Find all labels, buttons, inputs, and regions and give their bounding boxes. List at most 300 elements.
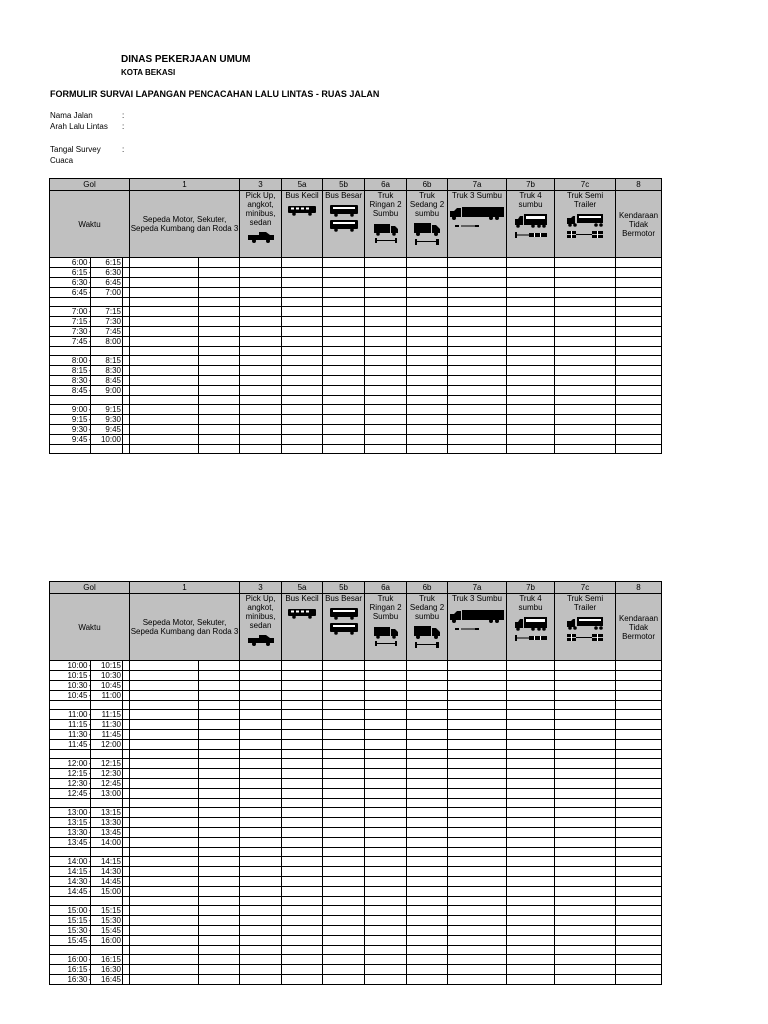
count-cell[interactable] [448,897,507,906]
count-cell[interactable] [448,435,507,445]
count-cell[interactable] [365,298,407,307]
count-cell[interactable] [407,258,448,268]
count-cell[interactable] [282,317,323,327]
count-cell[interactable] [407,975,448,985]
count-cell[interactable] [240,857,282,867]
count-cell[interactable] [199,278,240,288]
count-cell[interactable] [507,671,555,681]
count-cell[interactable] [407,415,448,425]
count-cell[interactable] [240,258,282,268]
count-cell[interactable] [448,415,507,425]
count-cell[interactable] [130,955,199,965]
count-cell[interactable] [448,730,507,740]
count-cell[interactable] [282,906,323,916]
count-cell[interactable] [507,415,555,425]
count-cell[interactable] [616,691,662,701]
count-cell[interactable] [365,857,407,867]
count-cell[interactable] [130,671,199,681]
count-cell[interactable] [282,857,323,867]
count-cell[interactable] [199,445,240,454]
count-cell[interactable] [555,789,616,799]
count-cell[interactable] [555,671,616,681]
count-cell[interactable] [323,946,365,955]
count-cell[interactable] [365,307,407,317]
count-cell[interactable] [323,425,365,435]
count-cell[interactable] [282,818,323,828]
count-cell[interactable] [507,327,555,337]
count-cell[interactable] [616,278,662,288]
count-cell[interactable] [240,769,282,779]
count-cell[interactable] [448,288,507,298]
count-cell[interactable] [323,701,365,710]
count-cell[interactable] [130,307,199,317]
count-cell[interactable] [282,258,323,268]
count-cell[interactable] [407,808,448,818]
count-cell[interactable] [130,681,199,691]
count-cell[interactable] [365,317,407,327]
count-cell[interactable] [448,691,507,701]
count-cell[interactable] [323,307,365,317]
count-cell[interactable] [282,661,323,671]
count-cell[interactable] [199,317,240,327]
count-cell[interactable] [448,327,507,337]
count-cell[interactable] [130,740,199,750]
count-cell[interactable] [240,268,282,278]
count-cell[interactable] [507,955,555,965]
count-cell[interactable] [199,759,240,769]
count-cell[interactable] [616,936,662,946]
count-cell[interactable] [448,828,507,838]
count-cell[interactable] [507,906,555,916]
count-cell[interactable] [616,356,662,366]
count-cell[interactable] [555,435,616,445]
count-cell[interactable] [555,710,616,720]
count-cell[interactable] [555,857,616,867]
count-cell[interactable] [365,415,407,425]
count-cell[interactable] [282,376,323,386]
count-cell[interactable] [240,347,282,356]
count-cell[interactable] [616,838,662,848]
count-cell[interactable] [555,366,616,376]
count-cell[interactable] [240,720,282,730]
count-cell[interactable] [323,327,365,337]
count-cell[interactable] [555,298,616,307]
count-cell[interactable] [199,661,240,671]
count-cell[interactable] [199,857,240,867]
count-cell[interactable] [199,936,240,946]
count-cell[interactable] [282,681,323,691]
count-cell[interactable] [282,288,323,298]
count-cell[interactable] [365,740,407,750]
count-cell[interactable] [323,848,365,857]
count-cell[interactable] [323,838,365,848]
count-cell[interactable] [407,838,448,848]
count-cell[interactable] [555,327,616,337]
count-cell[interactable] [555,681,616,691]
count-cell[interactable] [448,750,507,759]
count-cell[interactable] [507,258,555,268]
count-cell[interactable] [282,759,323,769]
count-cell[interactable] [616,965,662,975]
count-cell[interactable] [199,769,240,779]
count-cell[interactable] [507,691,555,701]
count-cell[interactable] [282,435,323,445]
count-cell[interactable] [282,838,323,848]
count-cell[interactable] [323,681,365,691]
count-cell[interactable] [365,808,407,818]
count-cell[interactable] [130,720,199,730]
count-cell[interactable] [323,278,365,288]
count-cell[interactable] [448,926,507,936]
count-cell[interactable] [323,268,365,278]
count-cell[interactable] [555,288,616,298]
count-cell[interactable] [323,975,365,985]
count-cell[interactable] [130,906,199,916]
count-cell[interactable] [507,740,555,750]
count-cell[interactable] [507,376,555,386]
count-cell[interactable] [448,720,507,730]
count-cell[interactable] [323,897,365,906]
count-cell[interactable] [199,877,240,887]
count-cell[interactable] [323,366,365,376]
count-cell[interactable] [323,750,365,759]
count-cell[interactable] [199,965,240,975]
count-cell[interactable] [282,415,323,425]
count-cell[interactable] [199,750,240,759]
count-cell[interactable] [507,701,555,710]
count-cell[interactable] [282,671,323,681]
count-cell[interactable] [240,307,282,317]
count-cell[interactable] [199,307,240,317]
count-cell[interactable] [199,337,240,347]
count-cell[interactable] [407,779,448,789]
count-cell[interactable] [282,965,323,975]
count-cell[interactable] [555,946,616,955]
count-cell[interactable] [323,906,365,916]
count-cell[interactable] [507,848,555,857]
count-cell[interactable] [240,936,282,946]
count-cell[interactable] [507,317,555,327]
count-cell[interactable] [448,445,507,454]
count-cell[interactable] [323,955,365,965]
count-cell[interactable] [448,838,507,848]
count-cell[interactable] [407,445,448,454]
count-cell[interactable] [448,258,507,268]
count-cell[interactable] [555,425,616,435]
count-cell[interactable] [282,808,323,818]
count-cell[interactable] [240,671,282,681]
count-cell[interactable] [555,317,616,327]
count-cell[interactable] [365,337,407,347]
count-cell[interactable] [240,376,282,386]
count-cell[interactable] [555,936,616,946]
count-cell[interactable] [555,848,616,857]
count-cell[interactable] [282,897,323,906]
count-cell[interactable] [365,867,407,877]
count-cell[interactable] [616,386,662,396]
count-cell[interactable] [130,799,199,808]
count-cell[interactable] [407,366,448,376]
count-cell[interactable] [616,779,662,789]
count-cell[interactable] [240,298,282,307]
count-cell[interactable] [555,347,616,356]
count-cell[interactable] [130,405,199,415]
count-cell[interactable] [407,337,448,347]
count-cell[interactable] [555,799,616,808]
count-cell[interactable] [616,916,662,926]
count-cell[interactable] [199,327,240,337]
count-cell[interactable] [407,435,448,445]
count-cell[interactable] [507,769,555,779]
count-cell[interactable] [616,671,662,681]
count-cell[interactable] [407,867,448,877]
count-cell[interactable] [323,965,365,975]
count-cell[interactable] [240,425,282,435]
count-cell[interactable] [507,730,555,740]
count-cell[interactable] [616,435,662,445]
count-cell[interactable] [365,701,407,710]
count-cell[interactable] [365,926,407,936]
count-cell[interactable] [199,681,240,691]
count-cell[interactable] [240,887,282,897]
count-cell[interactable] [555,701,616,710]
count-cell[interactable] [448,671,507,681]
count-cell[interactable] [507,887,555,897]
count-cell[interactable] [448,769,507,779]
count-cell[interactable] [130,975,199,985]
count-cell[interactable] [282,867,323,877]
count-cell[interactable] [555,897,616,906]
count-cell[interactable] [616,769,662,779]
count-cell[interactable] [616,298,662,307]
count-cell[interactable] [616,759,662,769]
count-cell[interactable] [616,425,662,435]
count-cell[interactable] [323,396,365,405]
count-cell[interactable] [407,799,448,808]
count-cell[interactable] [507,278,555,288]
count-cell[interactable] [365,405,407,415]
count-cell[interactable] [365,661,407,671]
count-cell[interactable] [240,661,282,671]
count-cell[interactable] [448,808,507,818]
count-cell[interactable] [282,946,323,955]
count-cell[interactable] [365,936,407,946]
count-cell[interactable] [448,278,507,288]
count-cell[interactable] [407,376,448,386]
count-cell[interactable] [282,877,323,887]
count-cell[interactable] [507,337,555,347]
count-cell[interactable] [407,848,448,857]
count-cell[interactable] [616,867,662,877]
count-cell[interactable] [407,730,448,740]
count-cell[interactable] [407,347,448,356]
count-cell[interactable] [616,415,662,425]
count-cell[interactable] [555,258,616,268]
count-cell[interactable] [130,750,199,759]
count-cell[interactable] [407,916,448,926]
count-cell[interactable] [616,799,662,808]
count-cell[interactable] [407,857,448,867]
count-cell[interactable] [199,916,240,926]
count-cell[interactable] [199,356,240,366]
count-cell[interactable] [130,268,199,278]
count-cell[interactable] [130,759,199,769]
count-cell[interactable] [616,661,662,671]
count-cell[interactable] [199,671,240,681]
count-cell[interactable] [407,769,448,779]
count-cell[interactable] [407,691,448,701]
count-cell[interactable] [407,887,448,897]
count-cell[interactable] [323,936,365,946]
count-cell[interactable] [323,759,365,769]
count-cell[interactable] [448,906,507,916]
count-cell[interactable] [365,720,407,730]
count-cell[interactable] [130,258,199,268]
count-cell[interactable] [130,356,199,366]
count-cell[interactable] [323,857,365,867]
count-cell[interactable] [555,396,616,405]
count-cell[interactable] [282,396,323,405]
count-cell[interactable] [448,789,507,799]
count-cell[interactable] [365,779,407,789]
count-cell[interactable] [240,946,282,955]
count-cell[interactable] [199,405,240,415]
count-cell[interactable] [555,779,616,789]
count-cell[interactable] [130,779,199,789]
count-cell[interactable] [616,710,662,720]
count-cell[interactable] [507,916,555,926]
count-cell[interactable] [199,867,240,877]
count-cell[interactable] [199,955,240,965]
count-cell[interactable] [448,376,507,386]
count-cell[interactable] [240,906,282,916]
count-cell[interactable] [507,759,555,769]
count-cell[interactable] [507,307,555,317]
count-cell[interactable] [199,396,240,405]
count-cell[interactable] [365,916,407,926]
count-cell[interactable] [555,926,616,936]
count-cell[interactable] [555,278,616,288]
count-cell[interactable] [130,710,199,720]
count-cell[interactable] [507,288,555,298]
count-cell[interactable] [448,366,507,376]
count-cell[interactable] [199,258,240,268]
count-cell[interactable] [365,258,407,268]
count-cell[interactable] [507,396,555,405]
count-cell[interactable] [240,750,282,759]
count-cell[interactable] [507,425,555,435]
count-cell[interactable] [323,799,365,808]
count-cell[interactable] [240,337,282,347]
count-cell[interactable] [240,897,282,906]
count-cell[interactable] [240,278,282,288]
count-cell[interactable] [199,288,240,298]
count-cell[interactable] [555,975,616,985]
count-cell[interactable] [448,710,507,720]
count-cell[interactable] [130,415,199,425]
count-cell[interactable] [507,838,555,848]
count-cell[interactable] [507,828,555,838]
count-cell[interactable] [130,946,199,955]
count-cell[interactable] [323,740,365,750]
count-cell[interactable] [555,307,616,317]
count-cell[interactable] [130,366,199,376]
count-cell[interactable] [130,396,199,405]
count-cell[interactable] [407,710,448,720]
count-cell[interactable] [130,818,199,828]
count-cell[interactable] [507,298,555,307]
count-cell[interactable] [323,877,365,887]
count-cell[interactable] [448,965,507,975]
count-cell[interactable] [407,906,448,916]
count-cell[interactable] [199,779,240,789]
count-cell[interactable] [616,307,662,317]
count-cell[interactable] [448,405,507,415]
count-cell[interactable] [407,268,448,278]
count-cell[interactable] [199,887,240,897]
count-cell[interactable] [199,701,240,710]
count-cell[interactable] [407,897,448,906]
count-cell[interactable] [323,288,365,298]
count-cell[interactable] [199,848,240,857]
count-cell[interactable] [407,936,448,946]
count-cell[interactable] [616,828,662,838]
count-cell[interactable] [616,366,662,376]
count-cell[interactable] [199,376,240,386]
count-cell[interactable] [323,867,365,877]
count-cell[interactable] [407,818,448,828]
count-cell[interactable] [365,386,407,396]
count-cell[interactable] [199,818,240,828]
count-cell[interactable] [365,877,407,887]
count-cell[interactable] [323,298,365,307]
count-cell[interactable] [282,720,323,730]
count-cell[interactable] [282,740,323,750]
count-cell[interactable] [407,946,448,955]
count-cell[interactable] [199,838,240,848]
count-cell[interactable] [199,691,240,701]
count-cell[interactable] [282,789,323,799]
count-cell[interactable] [199,789,240,799]
count-cell[interactable] [240,848,282,857]
count-cell[interactable] [199,897,240,906]
count-cell[interactable] [407,396,448,405]
count-cell[interactable] [507,965,555,975]
count-cell[interactable] [323,926,365,936]
count-cell[interactable] [407,317,448,327]
count-cell[interactable] [282,307,323,317]
count-cell[interactable] [199,828,240,838]
count-cell[interactable] [555,916,616,926]
count-cell[interactable] [448,347,507,356]
count-cell[interactable] [365,828,407,838]
count-cell[interactable] [448,337,507,347]
count-cell[interactable] [555,828,616,838]
count-cell[interactable] [240,435,282,445]
count-cell[interactable] [365,769,407,779]
count-cell[interactable] [199,946,240,955]
count-cell[interactable] [199,720,240,730]
count-cell[interactable] [365,435,407,445]
count-cell[interactable] [130,376,199,386]
count-cell[interactable] [130,965,199,975]
count-cell[interactable] [365,955,407,965]
count-cell[interactable] [282,769,323,779]
count-cell[interactable] [365,278,407,288]
count-cell[interactable] [555,965,616,975]
count-cell[interactable] [130,347,199,356]
count-cell[interactable] [448,307,507,317]
